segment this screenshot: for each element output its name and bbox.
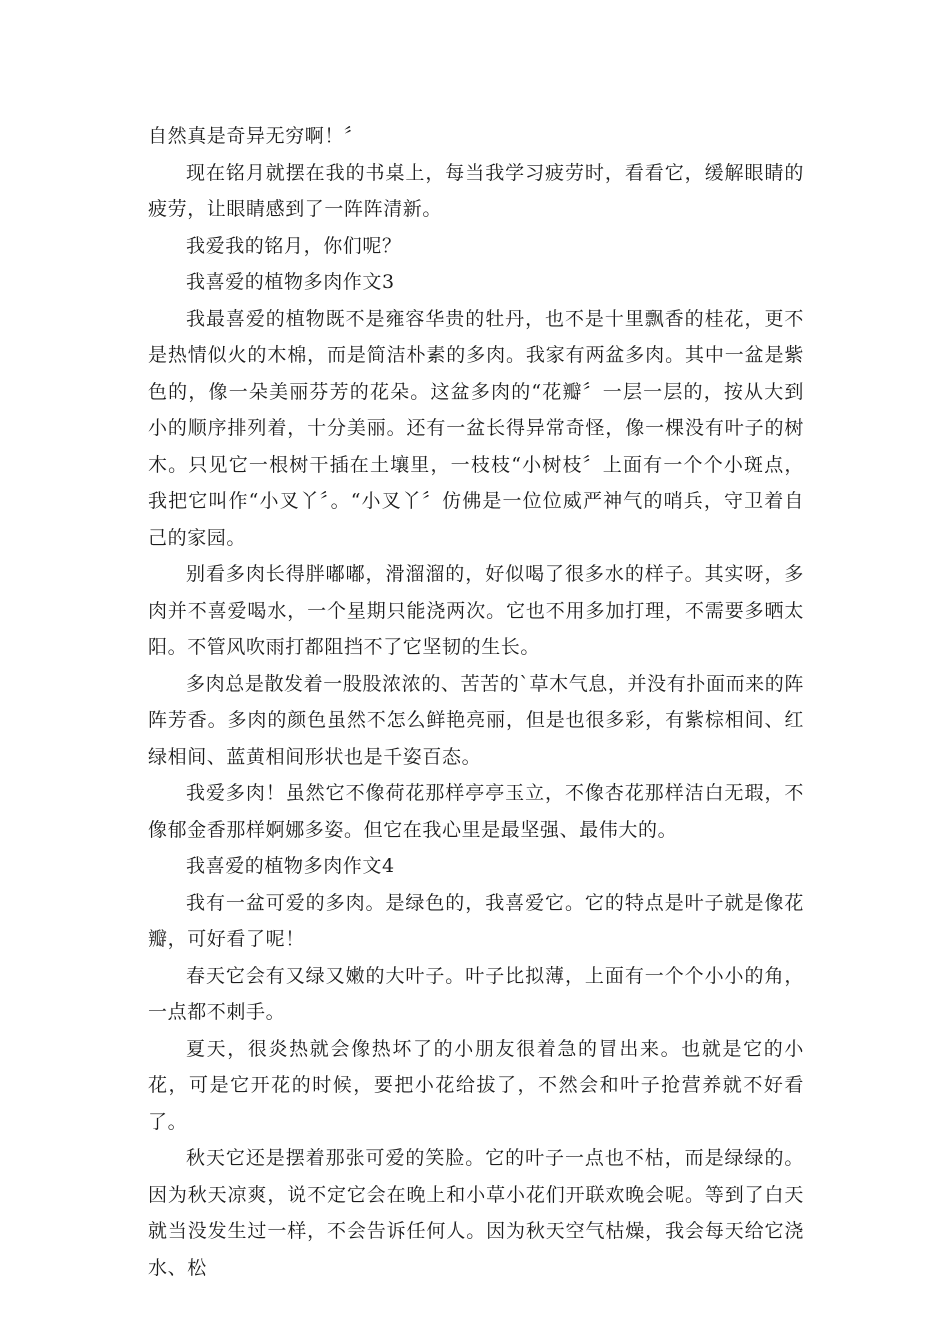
- section-heading: 我喜爱的植物多肉作文3: [186, 271, 395, 293]
- paragraph: 别看多肉长得胖嘟嘟，滑溜溜的，好似喝了很多水的样子。其实呀，多肉并不喜爱喝水，一个星期只能浇两次。它也不用多加打理，不需要多晒太阳。不管风吹雨打都阻挡不了它坚韧的生长。: [148, 563, 804, 658]
- paragraph: 自然真是奇异无穷啊！〞: [148, 125, 364, 147]
- paragraph: 秋天它还是摆着那张可爱的笑脸。它的叶子一点也不枯，而是绿绿的。因为秋天凉爽，说不定它会在晚上和小草小花们开联欢晚会呢。等到了白天就当没发生过一样，不会告诉任何人。因为秋天空气枯燥，我会每天给它浇水、松: [148, 1147, 804, 1279]
- paragraph: 春天它会有又绿又嫩的大叶子。叶子比拟薄，上面有一个个小小的角，一点都不刺手。: [148, 964, 804, 1023]
- document-body: [148, 118, 804, 1286]
- paragraph: 夏天，很炎热就会像热坏了的小朋友很着急的冒出来。也就是它的小花，可是它开花的时候，要把小花给拔了，不然会和叶子抢营养就不好看了。: [148, 1037, 804, 1133]
- paragraph: 我最喜爱的植物既不是雍容华贵的牡丹，也不是十里飘香的桂花，更不是热情似火的木棉，而是简洁朴素的多肉。我家有两盆多肉。其中一盆是紫色的，像一朵美丽芬芳的花朵。这盆多肉的“花瓣〞一层一层的，按从大到小的顺序排列着，十分美丽。还有一盆长得异常奇怪，像一棵没有叶子的树木。只见它一根树干插在土壤里，一枝枝“小树枝〞上面有一个个小斑点，我把它叫作“小叉丫〞。“小叉丫〞仿佛是一位位威严神气的哨兵，守卫着自己的家园。: [148, 307, 804, 549]
- paragraph: 我爱我的铭月，你们呢？: [186, 234, 402, 257]
- paragraph: 现在铭月就摆在我的书桌上，每当我学习疲劳时，看看它，缓解眼睛的疲劳，让眼睛感到了一阵阵清新。: [148, 161, 804, 220]
- paragraph: 多肉总是散发着一股股浓浓的、苦苦的`草木气息，并没有扑面而来的阵阵芳香。多肉的颜色虽然不怎么鲜艳亮丽，但是也很多彩，有紫棕相间、红绿相间、蓝黄相间形状也是千姿百态。: [148, 672, 804, 768]
- paragraph: 我爱多肉！虽然它不像荷花那样亭亭玉立，不像杏花那样洁白无瑕，不像郁金香那样婀娜多姿。但它在我心里是最坚强、最伟大的。: [148, 782, 804, 841]
- paragraph: 我有一盆可爱的多肉。是绿色的，我喜爱它。它的特点是叶子就是像花瓣，可好看了呢！: [148, 891, 804, 950]
- section-heading: 我喜爱的植物多肉作文4: [186, 855, 395, 877]
